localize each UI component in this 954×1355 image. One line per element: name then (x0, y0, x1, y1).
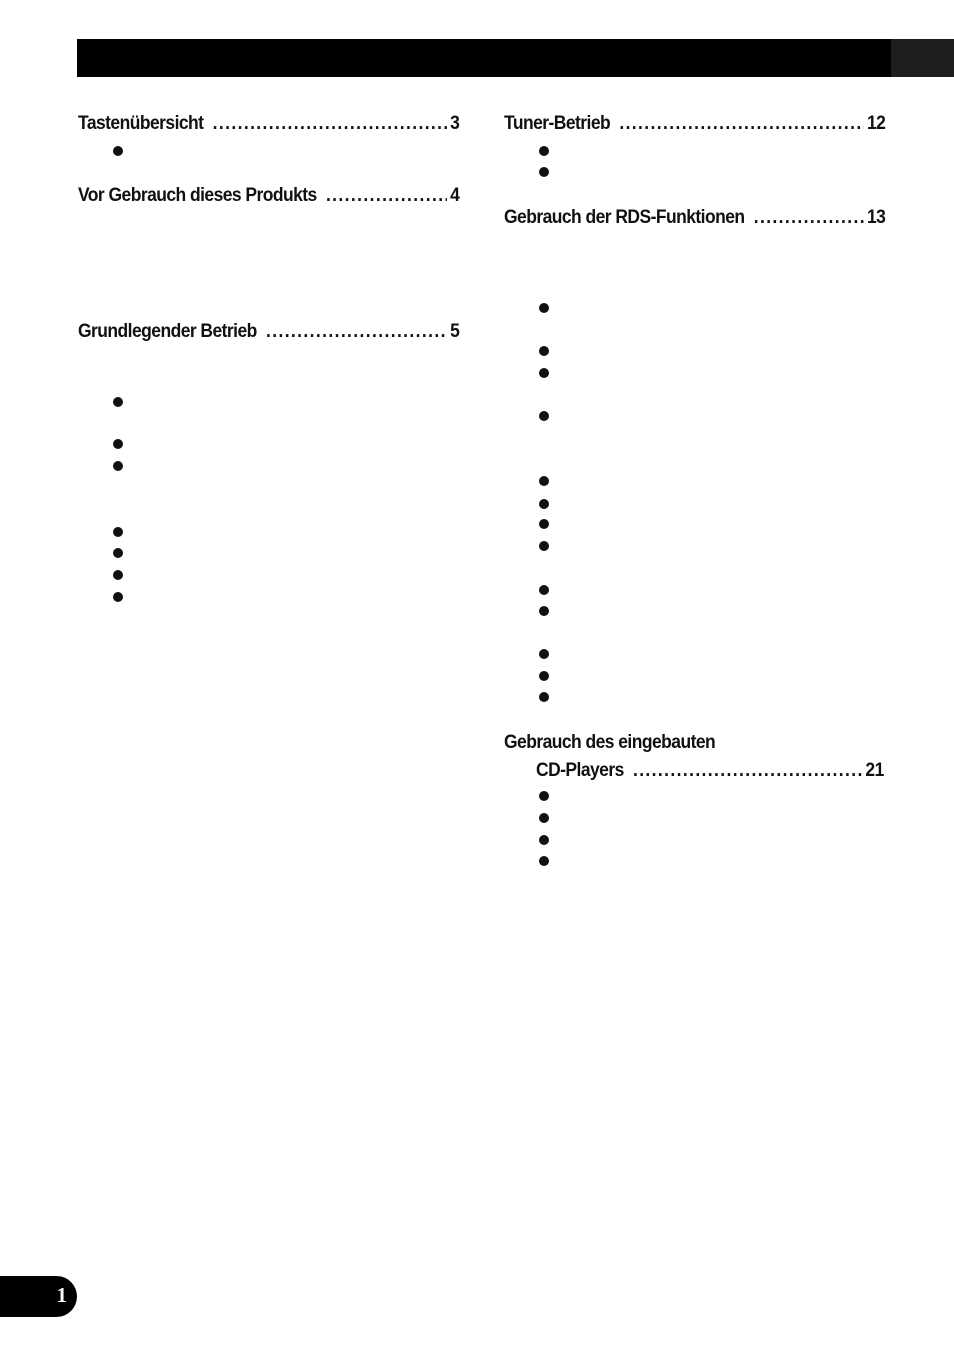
bullet-icon (539, 649, 549, 659)
toc-entry-vor-gebrauch[interactable] (78, 185, 459, 207)
bullet-icon (539, 791, 549, 801)
toc-entry-page: 4 (450, 185, 460, 206)
header-tab (891, 39, 954, 77)
toc-entry-tuner-betrieb[interactable] (504, 113, 885, 135)
toc-entry-title: Grundlegender Betrieb (78, 321, 257, 342)
bullet-icon (539, 835, 549, 845)
toc-entry-page: 3 (450, 113, 460, 134)
dot-leader (619, 113, 863, 135)
bullet-icon (539, 346, 549, 356)
dot-leader (633, 760, 862, 782)
page-number: 1 (56, 1283, 67, 1307)
toc-entry-page: 21 (865, 760, 884, 781)
toc-entry-cd-players[interactable] (536, 760, 884, 782)
bullet-icon (113, 548, 123, 558)
toc-entry-grundlegender-betrieb[interactable] (78, 321, 459, 343)
bullet-icon (539, 856, 549, 866)
bullet-icon (113, 461, 123, 471)
bullet-icon (539, 411, 549, 421)
page-number-badge (0, 1276, 77, 1317)
header-bar (77, 39, 891, 77)
toc-entry-title: CD-Players (536, 760, 624, 781)
toc-entry-page: 12 (866, 113, 886, 134)
bullet-icon (539, 813, 549, 823)
bullet-icon (113, 439, 123, 449)
bullet-icon (539, 585, 549, 595)
toc-entry-title-line1[interactable]: Gebrauch des eingebauten (504, 732, 716, 753)
bullet-icon (539, 146, 549, 156)
dot-leader (213, 113, 447, 135)
dot-leader (326, 185, 447, 207)
bullet-icon (113, 570, 123, 580)
toc-entry-title: Tastenübersicht (78, 113, 204, 134)
bullet-icon (539, 167, 549, 177)
bullet-icon (539, 606, 549, 616)
bullet-icon (539, 541, 549, 551)
toc-entry-title: Tuner-Betrieb (504, 113, 611, 134)
bullet-icon (113, 146, 123, 156)
bullet-icon (539, 368, 549, 378)
toc-entry-rds-funktionen[interactable] (504, 207, 885, 229)
bullet-icon (539, 476, 549, 486)
bullet-icon (113, 592, 123, 602)
bullet-icon (539, 499, 549, 509)
bullet-icon (113, 527, 123, 537)
bullet-icon (539, 692, 549, 702)
dot-leader (266, 321, 446, 343)
toc-entry-tastenuebersicht[interactable] (78, 113, 459, 135)
bullet-icon (539, 303, 549, 313)
bullet-icon (539, 671, 549, 681)
dot-leader (754, 207, 864, 229)
toc-entry-title: Vor Gebrauch dieses Produkts (78, 185, 317, 206)
toc-entry-page: 5 (450, 321, 460, 342)
toc-entry-title: Gebrauch der RDS-Funktionen (504, 207, 745, 228)
toc-entry-page: 13 (866, 207, 886, 228)
bullet-icon (539, 519, 549, 529)
bullet-icon (113, 397, 123, 407)
